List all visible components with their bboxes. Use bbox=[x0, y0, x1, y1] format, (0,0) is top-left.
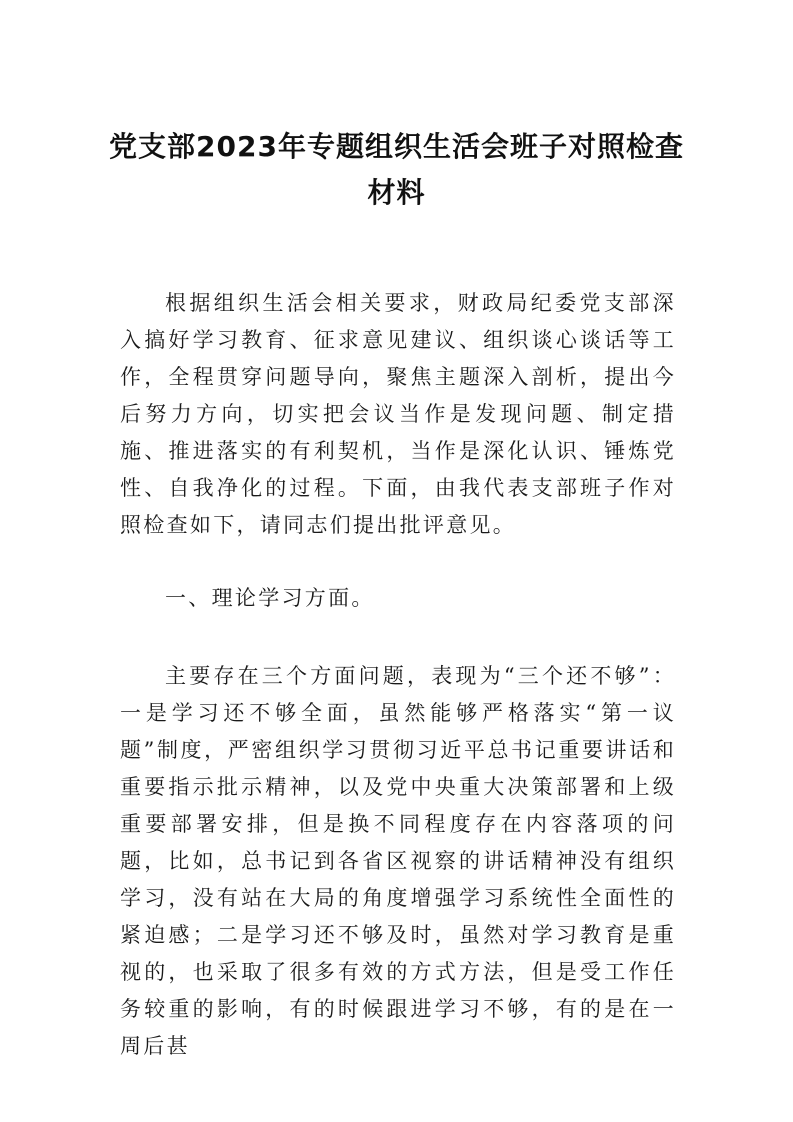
section-heading-theory-study: 一、理论学习方面。 bbox=[165, 586, 375, 610]
intro-paragraph: 根据组织生活会相关要求，财政局纪委党支部深入搞好学习教育、征求意见建议、组织谈心谈话等工作，全程贯穿问题导向，聚焦主题深入剖析，提出今后努力方向，切实把会议当作是发现问题、制定措施、推进落实的有利契机，当作是深化认识、锤炼党性、自我净化的过程。下面，由我代表支部班子作对照检查如下，请同志们提出批评意见。 bbox=[120, 291, 676, 537]
document-title: 党支部2023年专题组织生活会班子对照检查材料 bbox=[109, 130, 684, 209]
body-paragraph: 主要存在三个方面问题，表现为“三个还不够”：一是学习还不够全面，虽然能够严格落实“第一议题”制度，严密组织学习贯彻习近平总书记重要讲话和重要指示批示精神，以及党中央重大决策部署和上级重要部署安排，但是换不同程度存在内容落项的问题，比如，总书记到各省区视察的讲话精神没有组织学习，没有站在大局的角度增强学习系统性全面性的紧迫感；二是学习还不够及时，虽然对学习教育是重视的，也采取了很多有效的方式方法，但是受工作任务较重的影响，有的时候跟进学习不够，有的是在一周后甚 bbox=[120, 664, 676, 1058]
